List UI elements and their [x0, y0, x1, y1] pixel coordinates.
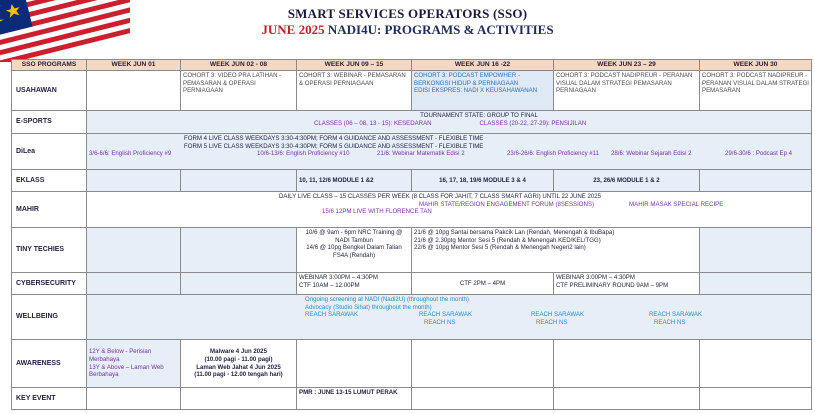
wellbeing-reach-sarawak-1: REACH SARAWAK	[305, 311, 359, 319]
label-usahawan: USAHAWAN	[12, 71, 87, 111]
awareness-w3	[297, 340, 412, 388]
mahir-forum: MAHIR STATE/REGION ENGAGEMENT FORUM (8SESSIONS)	[419, 200, 595, 208]
page-subtitle	[0, 22, 815, 38]
awareness-malware-time: (10.00 pagi - 11.00 pagi)	[204, 355, 273, 363]
row-tiny-techies	[12, 228, 812, 273]
usahawan-w1	[87, 71, 181, 111]
awareness-malware: Malware 4 Jun 2025	[210, 348, 267, 356]
dilea-webinar-sejarah: 28/6: Webinar Sejarah Edisi 2	[611, 150, 692, 158]
esports-tournament: TOURNAMENT STATE: GROUP TO FINAL	[420, 112, 538, 119]
keyevent-w4	[412, 388, 554, 410]
wellbeing-reach-sarawak-3: REACH SARAWAK	[531, 311, 585, 319]
cyber-w2	[181, 273, 297, 295]
usahawan-w4	[412, 71, 554, 111]
label-wellbeing: WELLBEING	[12, 295, 87, 340]
tiny-nrc-training: 10/6 @ 9am - 6pm NRC Training @ NADI Tambun	[305, 229, 403, 244]
esports-classes-kesedaran: CLASSES (06 – 08, 13 - 15): KESEDARAN	[314, 119, 432, 127]
cyber-webinar-w5: WEBINAR 3:00PM – 4:30PM	[556, 274, 635, 281]
subtitle-month: JUNE 2025	[261, 22, 325, 37]
usahawan-w5: COHORT 3: PODCAST NADIPREUR - PERANAN VISUAL DALAM STRATEGI PEMASARAN PERNIAGAAN	[554, 71, 700, 111]
label-esports: E-SPORTS	[12, 111, 87, 134]
row-mahir	[12, 192, 812, 228]
cyber-w6	[700, 273, 812, 295]
row-key-event	[12, 388, 812, 410]
eklass-w2	[181, 170, 297, 192]
usahawan-w4-edisi: EDISI EKSPRES: NADI X KEUSAHAWANAN	[414, 87, 538, 95]
cyber-w1	[87, 273, 181, 295]
wellbeing-reach-ns-3: REACH NS	[654, 319, 686, 327]
awareness-perisian: 12Y & Below - Perisian Merbahaya	[89, 348, 152, 363]
keyevent-w5	[554, 388, 700, 410]
dilea-span	[87, 134, 812, 170]
mahir-masak: MAHIR MASAK SPECIAL RECIPE	[629, 200, 724, 208]
awareness-w1	[87, 340, 181, 388]
dilea-podcast: 29/6-30/6 : Podcast Ep 4	[725, 150, 793, 158]
keyevent-w1	[87, 388, 181, 410]
tiny-santai: 21/6 @ 10pg Santai bersama Pakcik Lan (Rendah, Menengah & IbuBapa)	[414, 229, 615, 236]
awareness-w6	[700, 340, 812, 388]
mahir-live-florence: 15/6 12PM LIVE WITH FLORENCE TAN	[322, 208, 432, 216]
dilea-english-9: 3/6-6/6: English Proficiency #9	[89, 150, 172, 158]
tiny-w6	[700, 228, 812, 273]
page-title: SMART SERVICES OPERATORS (SSO)	[287, 6, 528, 21]
cyber-w4: CTF 2PM – 4PM	[412, 273, 554, 295]
tiny-w2	[181, 228, 297, 273]
dilea-english-10: 10/6-13/6: English Proficiency #10	[257, 150, 350, 158]
header-week-4: WEEK JUN 16 -22	[412, 60, 554, 71]
cyber-ctf-w5: CTF PRELIMINARY ROUND 9AM – 9PM	[556, 281, 669, 289]
cyber-webinar-w3: WEBINAR 3:00PM – 4:30PM	[299, 274, 378, 281]
programs-table	[11, 59, 812, 410]
label-mahir: MAHIR	[12, 192, 87, 228]
row-wellbeing	[12, 295, 812, 340]
cyber-w3	[297, 273, 412, 295]
usahawan-w6: COHORT 3: PODCAST NADIPREUR - PERANAN VISUAL DALAM STRATEGI PEMASARAN	[700, 71, 812, 111]
usahawan-w2: COHORT 3: VIDEO PRA LATIHAN - PEMASARAN & OPERASI PERNIAGAAN	[181, 71, 297, 111]
eklass-w5: 23, 26/6 MODULE 1 & 2	[554, 170, 700, 192]
wellbeing-span	[87, 295, 812, 340]
mahir-daily-class: DAILY LIVE CLASS – 15 CLASSES PER WEEK (8 CLASS FOR JAHIT, 7 CLASS SMART AGRI) UNTIL 22 JUNE 2025	[279, 193, 602, 200]
keyevent-w6	[700, 388, 812, 410]
keyevent-pmr: PMR : JUNE 13-15 LUMUT PERAK	[297, 388, 412, 410]
dilea-webinar-matematik: 21/6: Webinar Matematik Edisi 2	[377, 150, 465, 158]
tiny-w4	[412, 228, 700, 273]
wellbeing-reach-sarawak-2: REACH SARAWAK	[419, 311, 473, 319]
header-week-3: WEEK JUN 09 – 15	[297, 60, 412, 71]
awareness-w4	[412, 340, 554, 388]
awareness-laman-jahat: Laman Web Jahat 4 Jun 2025	[196, 363, 281, 371]
header-week-5: WEEK JUN 23 – 29	[554, 60, 700, 71]
header-week-6: WEEK JUN 30	[700, 60, 812, 71]
awareness-w2	[181, 340, 297, 388]
wellbeing-reach-sarawak-4: REACH SARAWAK	[649, 311, 703, 319]
tiny-w3	[297, 228, 412, 273]
eklass-w4: 16, 17, 18, 19/6 MODULE 3 & 4	[412, 170, 554, 192]
usahawan-w3: COHORT 3: WEBINAR - PEMASARAN & OPERASI PERNIAGAAN	[297, 71, 412, 111]
row-awareness	[12, 340, 812, 388]
label-key-event: KEY EVENT	[12, 388, 87, 410]
awareness-laman-web: 13Y & Above – Laman Web Berbahaya	[89, 363, 164, 379]
awareness-laman-jahat-time: (11.00 pagi - 12.00 tengah hari)	[194, 371, 283, 379]
esports-span	[87, 111, 812, 134]
label-eklass: EKLASS	[12, 170, 87, 192]
header-row	[12, 60, 812, 71]
eklass-w1	[87, 170, 181, 192]
wellbeing-advocacy: Advocacy (Studio Sihat) throughout the month)	[305, 303, 432, 311]
awareness-w5	[554, 340, 700, 388]
wellbeing-reach-ns-1: REACH NS	[424, 319, 456, 327]
label-cybersecurity: CYBERSECURITY	[12, 273, 87, 295]
row-eklass	[12, 170, 812, 192]
eklass-w3: 10, 11, 12/6 MODULE 1 &2	[297, 170, 412, 192]
label-dilea: DiLea	[12, 134, 87, 170]
wellbeing-screening: Ongoing screening at NADI (Nadi2U) (throughout the month)	[305, 296, 469, 303]
row-esports	[12, 111, 812, 134]
header-week-2: WEEK JUN 02 - 08	[181, 60, 297, 71]
tiny-w1	[87, 228, 181, 273]
usahawan-w4-podcast: COHORT 3: PODCAST EMPOWHER - BERKONGSI HIDUP & PERNIAGAAN	[414, 72, 520, 87]
eklass-w6	[700, 170, 812, 192]
mahir-span	[87, 192, 812, 228]
cyber-ctf-w3: CTF 10AM – 12:00PM	[299, 281, 360, 289]
dilea-form5: FORM 5 LIVE CLASS WEEKDAYS 3:30-4:30PM; FORM 5 GUIDANCE AND ASSESSMENT - FLEXIBLE TIME	[184, 142, 484, 150]
header-programs: SSO PROGRAMS	[12, 60, 87, 71]
label-tiny-techies: TINY TECHIES	[12, 228, 87, 273]
row-cybersecurity	[12, 273, 812, 295]
esports-classes-pensijilan: CLASSES (20-22, 27-29): PENSIJILAN	[479, 119, 587, 127]
dilea-form4: FORM 4 LIVE CLASS WEEKDAYS 3:30-4:30PM; FORM 4 GUIDANCE AND ASSESSMENT - FLEXIBLE TIME	[184, 135, 484, 142]
dilea-english-11: 23/6-26/6: English Proficiency #11	[507, 150, 600, 158]
row-dilea	[12, 134, 812, 170]
header-week-1: WEEK JUN 01	[87, 60, 181, 71]
row-usahawan	[12, 71, 812, 111]
tiny-bengkel: 14/6 @ 10pg Bengkel Dalam Talian FS4A (Rendah)	[306, 244, 402, 259]
label-awareness: AWARENESS	[12, 340, 87, 388]
cyber-w5	[554, 273, 700, 295]
subtitle-text: NADI4U: PROGRAMS & ACTIVITIES	[324, 22, 554, 37]
keyevent-w2	[181, 388, 297, 410]
tiny-mentor-ked: 21/6 @ 2.30ptg Mentor Sesi 5 (Rendah & Menengah KED/KEL/TGG)	[414, 236, 601, 244]
tiny-mentor-negeri: 22/6 @ 10pg Mentor Sesi 5 (Rendah & Menengah Negeri2 lain)	[414, 244, 586, 252]
wellbeing-reach-ns-2: REACH NS	[536, 319, 568, 327]
